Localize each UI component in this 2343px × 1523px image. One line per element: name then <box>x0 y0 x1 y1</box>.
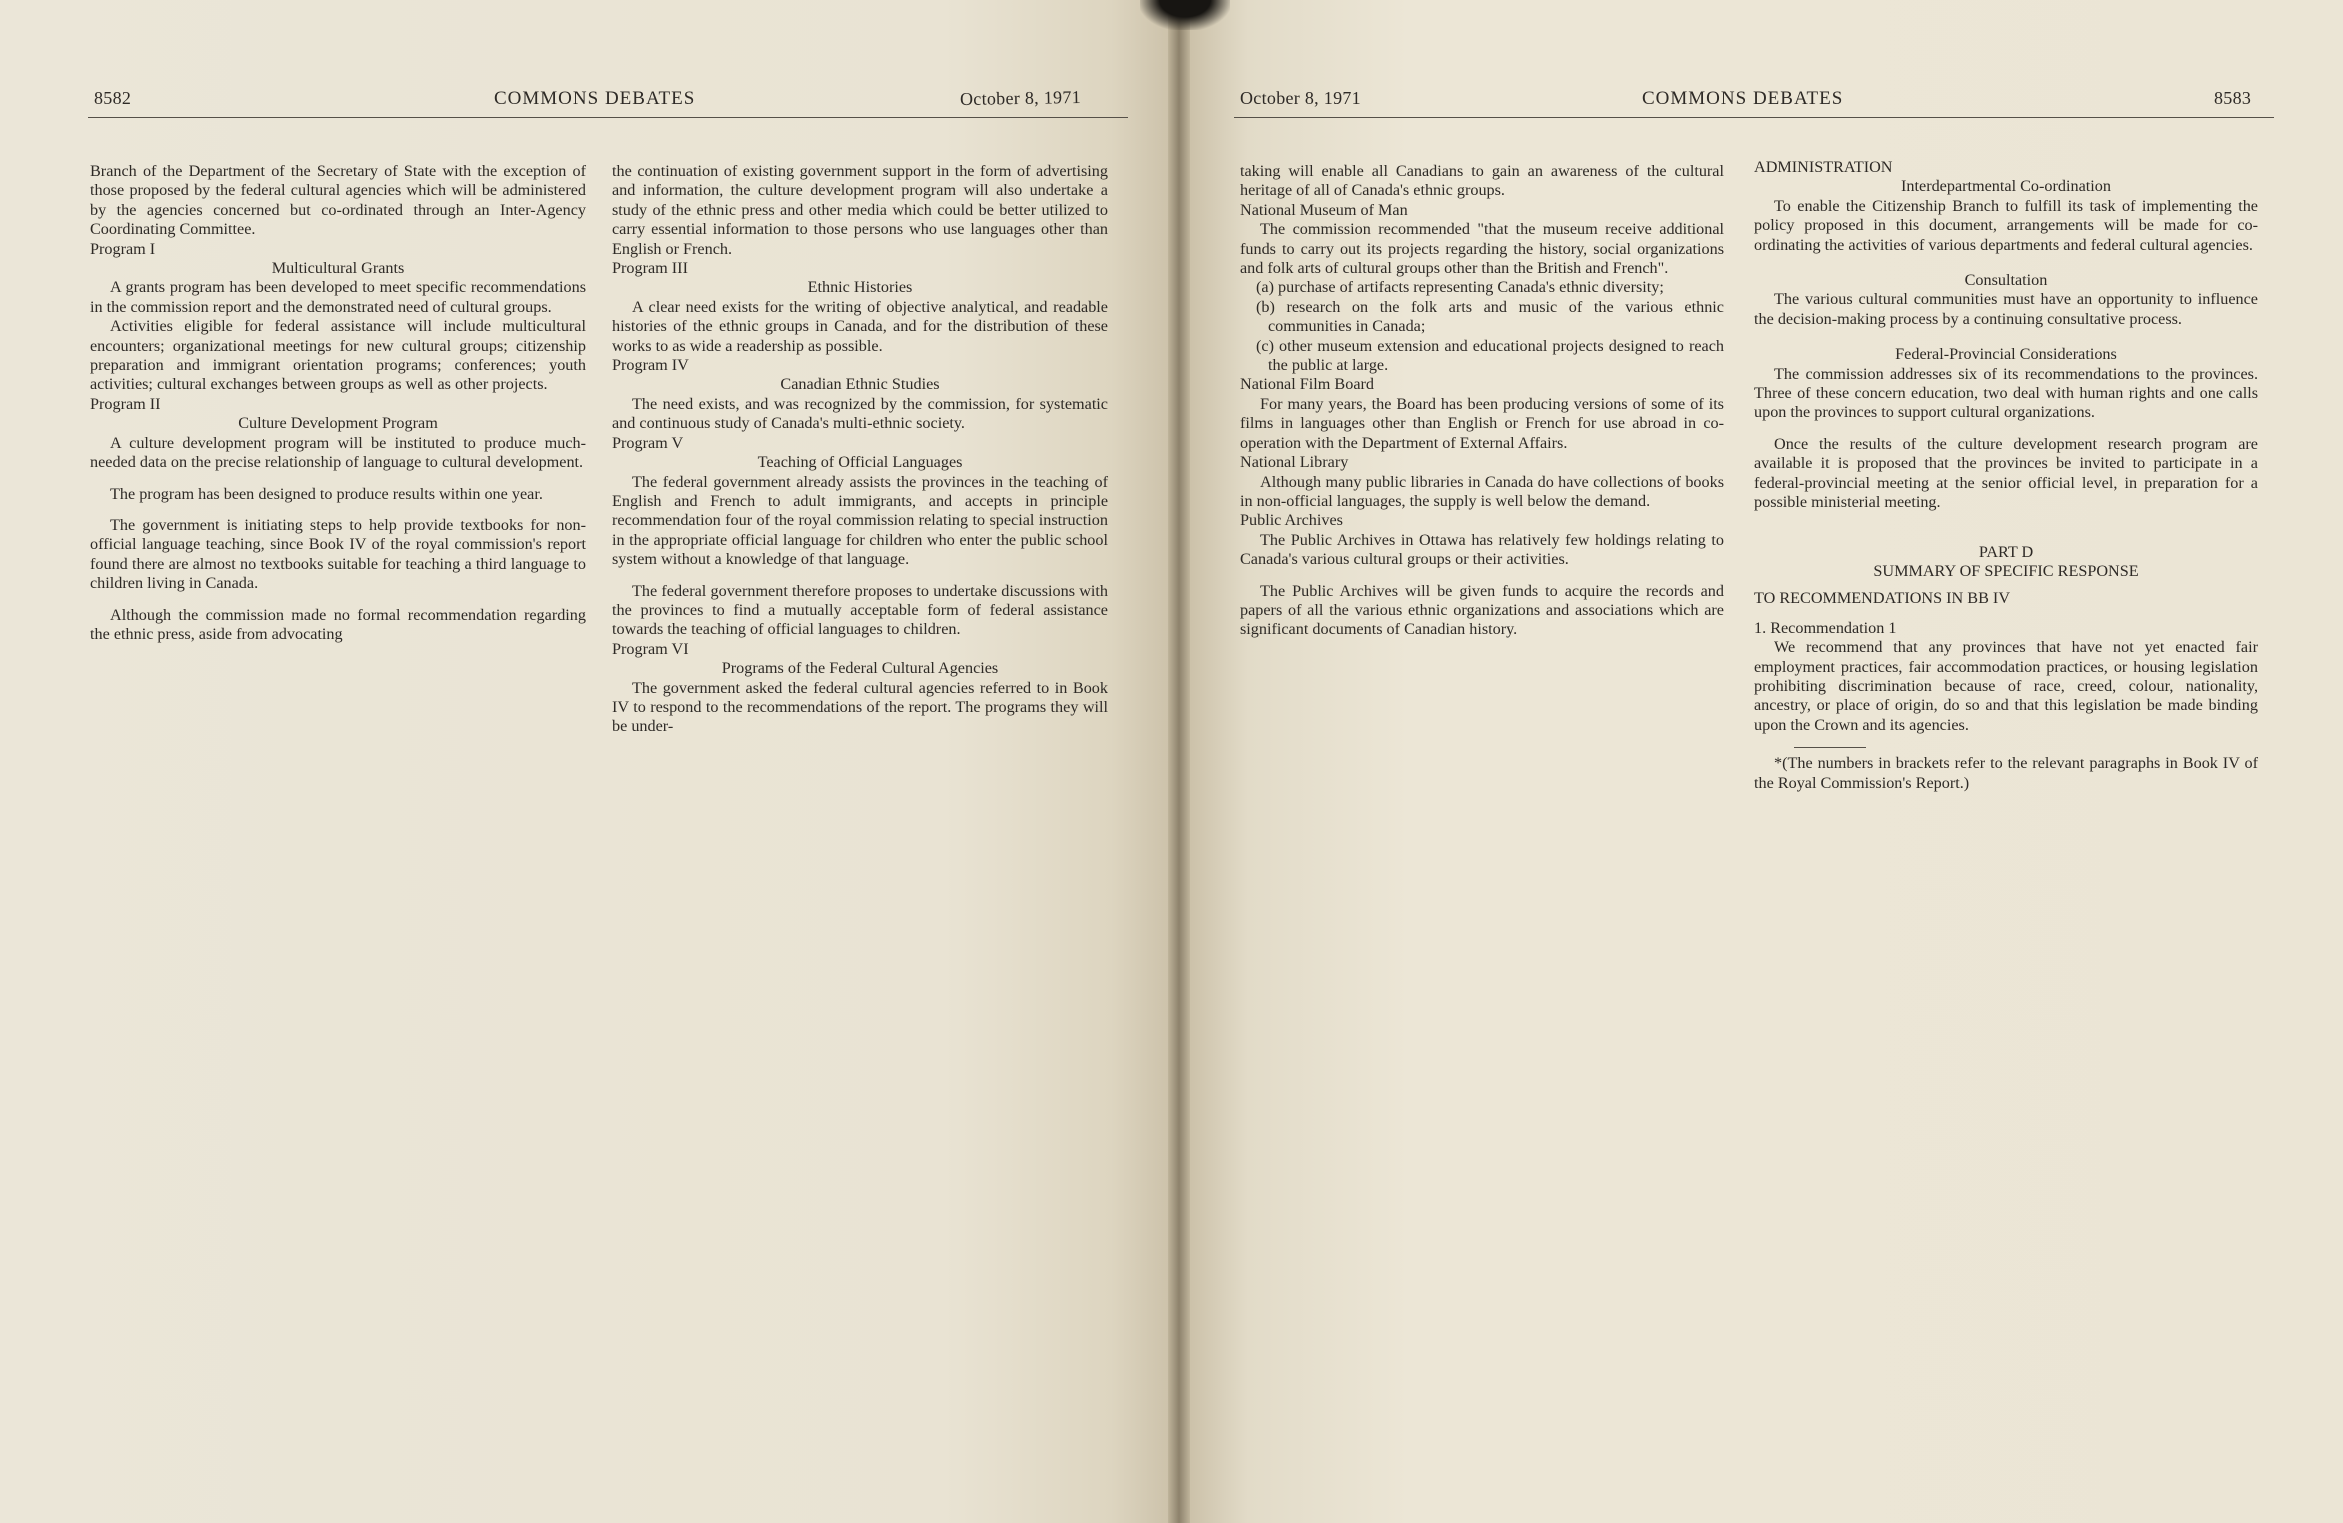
program-6-paragraph: The government asked the federal cultural agencies referred to in Book IV to respond to the recommendations of the report. The programs they will be under- <box>612 678 1108 736</box>
left-column-2 <box>612 162 1108 737</box>
part-d-title: SUMMARY OF SPECIFIC RESPONSE <box>1873 561 2139 580</box>
left-page-date: October 8, 1971 <box>959 86 1082 110</box>
right-running-head: COMMONS DEBATES <box>1642 88 1844 109</box>
left-page-number: 8582 <box>94 88 132 108</box>
consultation-title: Consultation <box>1964 271 2048 290</box>
program-6-label: Program VI <box>612 639 689 658</box>
administration-heading: ADMINISTRATION <box>1754 158 1893 176</box>
museum-item-c: (c) other museum extension and educational projects designed to reach the public at large. <box>1256 336 1724 375</box>
public-archives-paragraph: The Public Archives will be given funds to acquire the records and papers of all the various ethnic organizations and associations which are significant documents of Canadian history. <box>1240 581 1724 639</box>
program-5-paragraph: The federal government therefore proposes to undertake discussions with the provinces to find a mutually acceptable form of federal assistance towards the teaching of official languages to children. <box>612 581 1108 639</box>
program-3-title: Ethnic Histories <box>807 278 913 297</box>
right-column-1 <box>1240 162 1724 640</box>
part-d-label: PART D <box>1978 542 2034 561</box>
museum-paragraph: The commission recommended "that the museum receive additional funds to carry out its projects regarding the history, social organizations and folk arts of cultural groups other than the British and French". <box>1240 220 1724 278</box>
national-library-paragraph: Although many public libraries in Canada do have collections of books in non-official languages, the supply is well below the demand. <box>1240 472 1724 510</box>
program-2-paragraph: The government is initiating steps to help provide textbooks for non-official language teaching, since Book IV of the royal commission's report found there are almost no textbooks suitable for teaching a third language to children living in Canada. <box>90 515 586 593</box>
federal-provincial-title: Federal-Provincial Considerations <box>1895 345 2117 364</box>
right-page-number: 8583 <box>2214 88 2252 108</box>
program-1-paragraph: Activities eligible for federal assistance will include multicultural encounters; organizational meetings for new cultural groups; citizenship preparation and immigrant orientation programs; conferences; youth activities; cultural exchanges between groups as well as other projects. <box>90 317 586 394</box>
program-2-paragraph: Although the commission made no formal recommendation regarding the ethnic press, aside from advocating <box>90 605 586 643</box>
museum-item-a: (a) purchase of artifacts representing Canada's ethnic diversity; <box>1256 278 1664 297</box>
program-2-paragraph: The program has been designed to produce results within one year. <box>110 484 543 503</box>
program-4-title: Canadian Ethnic Studies <box>780 375 940 394</box>
program-1-label: Program I <box>90 239 156 258</box>
consultation-paragraph: The various cultural communities must have an opportunity to influence the decision-making process by a continuing consultative process. <box>1754 290 2258 328</box>
program-3-paragraph: A clear need exists for the writing of objective analytical, and readable histories of the ethnic groups in Canada, and for the distribution of these works to as wide a readership as possible. <box>612 297 1108 355</box>
film-board-paragraph: For many years, the Board has been producing versions of some of its films in languages other than English or French for use abroad in co-operation with the Department of External Affairs. <box>1240 394 1724 452</box>
book-gutter <box>1168 0 1190 1523</box>
program-2-label: Program II <box>90 394 161 413</box>
program-3-label: Program III <box>612 259 688 278</box>
program-5-title: Teaching of Official Languages <box>757 453 963 472</box>
right-header-rule <box>1234 117 2274 118</box>
program-6-title: Programs of the Federal Cultural Agencies <box>721 659 999 678</box>
film-board-label: National Film Board <box>1240 375 1374 394</box>
footnote-rule <box>1794 747 1866 748</box>
program-1-paragraph: A grants program has been developed to meet specific recommendations in the commission report and the demonstrated need of cultural groups. <box>90 278 586 316</box>
museum-item-b: (b) research on the folk arts and music of the various ethnic communities in Canada; <box>1256 297 1724 336</box>
program-1-title: Multicultural Grants <box>271 259 405 278</box>
col3-intro: taking will enable all Canadians to gain an awareness of the cultural heritage of all of Canada's ethnic groups. <box>1240 162 1724 200</box>
program-2-paragraph: A culture development program will be instituted to produce much-needed data on the precise relationship of language to cultural development. <box>90 433 586 472</box>
public-archives-label: Public Archives <box>1240 511 1343 530</box>
interdepartmental-paragraph: To enable the Citizenship Branch to fulfill its task of implementing the policy proposed in this document, arrangements will be made for co-ordinating the activities of various departments and federal cultural agencies. <box>1754 196 2258 254</box>
program-5-label: Program V <box>612 433 684 452</box>
program-2-title: Culture Development Program <box>238 414 438 433</box>
part-d-subtitle: TO RECOMMENDATIONS IN BB IV <box>1754 589 2011 608</box>
right-column-2 <box>1754 158 2258 793</box>
right-page <box>1178 0 2343 1523</box>
recommendation-1-text: We recommend that any provinces that have not yet enacted fair employment practices, fair accommodation practices, or housing legislation prohibiting discrimination because of race, creed, colour, nationality, ancestry, or place of origin, do so and that this legislation be made binding upon the Crown and its agencies. <box>1754 638 2258 734</box>
recommendation-1-label: 1. Recommendation 1 <box>1754 618 1897 637</box>
program-4-label: Program IV <box>612 356 689 375</box>
national-library-label: National Library <box>1240 453 1349 472</box>
right-page-date: October 8, 1971 <box>1240 88 1361 108</box>
program-5-paragraph: The federal government already assists the provinces in the teaching of English and French to adult immigrants, and accepts in principle recommendation four of the royal commission relating to special instruction in the appropriate official language for children who enter the public school system without a knowledge of that language. <box>612 472 1108 569</box>
left-header-rule <box>88 117 1128 118</box>
binding-shadow <box>1140 0 1230 30</box>
left-running-head: COMMONS DEBATES <box>494 88 696 109</box>
program-4-paragraph: The need exists, and was recognized by the commission, for systematic and continuous study of Canada's multi-ethnic society. <box>612 394 1108 433</box>
col1-intro: Branch of the Department of the Secretary of State with the exception of those proposed by the federal cultural agencies which will be administered by the agencies concerned but co-ordinated through an Inter-Agency Coordinating Committee. <box>90 162 586 239</box>
col2-intro: the continuation of existing government support in the form of advertising and information, the culture development program will also undertake a study of the ethnic press and other media which could be better utilized to carry essential information to those persons who use languages other than English or French. <box>612 162 1108 258</box>
museum-label: National Museum of Man <box>1240 200 1408 219</box>
interdepartmental-title: Interdepartmental Co-ordination <box>1901 177 2111 196</box>
left-column-1 <box>90 162 586 644</box>
federal-provincial-paragraph: The commission addresses six of its recommendations to the provinces. Three of these concern education, two deal with human rights and one calls upon the provinces to support cultural organizations. <box>1754 364 2258 422</box>
footnote: *(The numbers in brackets refer to the relevant paragraphs in Book IV of the Royal Commission's Report.) <box>1754 754 2258 792</box>
federal-provincial-paragraph: Once the results of the culture development research program are available it is proposed that the provinces be invited to participate in a federal-provincial meeting at the senior official level, in preparation for a possible ministerial meeting. <box>1754 434 2258 512</box>
public-archives-paragraph: The Public Archives in Ottawa has relatively few holdings relating to Canada's various cultural groups or their activities. <box>1240 530 1724 569</box>
